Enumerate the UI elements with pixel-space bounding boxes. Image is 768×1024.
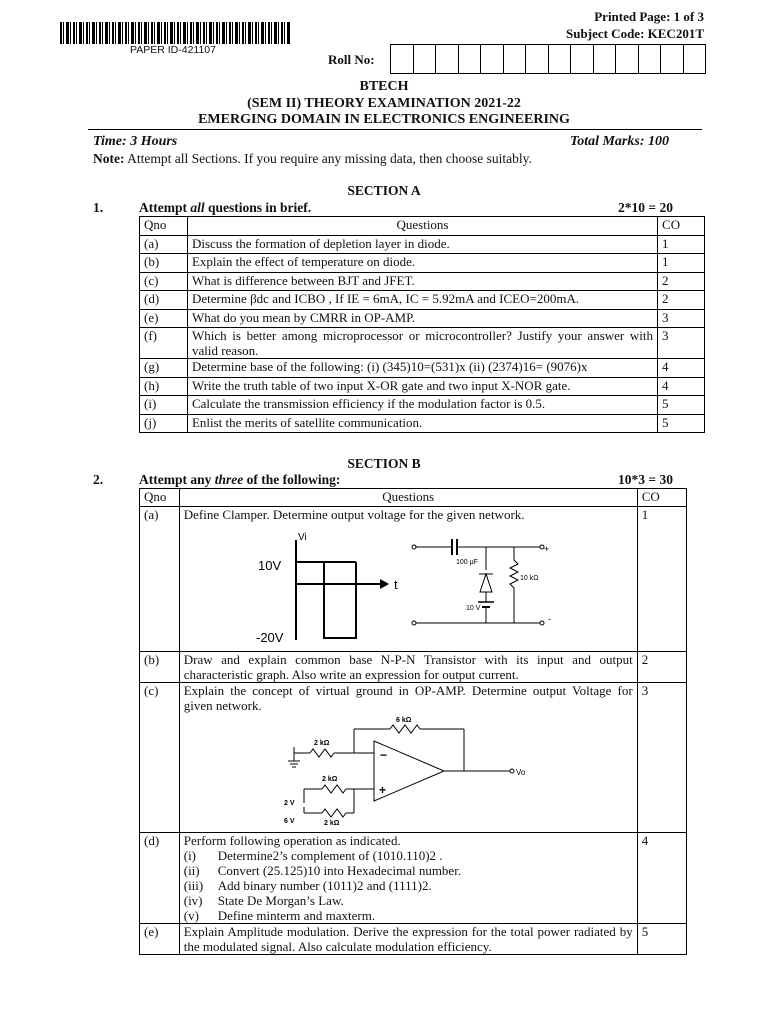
table-row [140,359,705,378]
bat-label: 10 V [465,605,481,612]
table-row [140,507,687,652]
list-item: (v) Define minterm and maxterm. [183,908,376,923]
col-questions: Questions [179,489,637,507]
question-number: 2. [93,472,104,487]
noninverting-sign: + [378,783,386,797]
qno-cell: (b) [140,652,180,683]
qno-cell: (a) [140,507,180,652]
v2-label: 6 V [283,818,295,825]
question-text: Perform following operation as indicated. [183,833,401,848]
list-item: (iv) State De Morgan’s Law. [183,893,344,908]
roll-no-box[interactable] [683,44,707,74]
section-b-marks: 10*3 = 30 [618,472,673,487]
question-text: Explain the concept of virtual ground in OP-AMP. Determine output Voltage for given network. [183,683,633,713]
input-waveform [256,532,398,645]
roll-no-label: Roll No: [328,52,375,67]
table-row [140,235,705,254]
out-plus: + [543,544,549,554]
question-cell: Explain the effect of temperature on diode. [187,254,657,273]
question-cell: Enlist the merits of satellite communication. [187,414,657,433]
question-cell [179,507,637,652]
section-a-instruction [93,200,673,216]
co-cell: 4 [637,833,686,924]
roll-no-box[interactable] [638,44,662,74]
qno-cell: (h) [140,377,188,396]
qno-cell: (d) [140,833,180,924]
col-qno: Qno [140,489,180,507]
qno-cell: (c) [140,683,180,833]
table-row [140,291,705,310]
roll-no-box[interactable] [593,44,617,74]
co-cell: 4 [658,377,705,396]
qno-cell: (i) [140,396,188,415]
section-a-heading: SECTION A [347,183,421,198]
qno-cell: (b) [140,254,188,273]
co-cell: 5 [637,924,686,955]
roll-no-box[interactable] [503,44,527,74]
question-cell: Discuss the formation of depletion layer in diode. [187,235,657,254]
r1-label: 2 kΩ [313,740,330,747]
list-item: (i) Determine2’s complement of (1010.110)2 . [183,848,443,863]
table-row [140,309,705,328]
divider [88,129,702,130]
v1-label: 2 V [283,800,295,807]
qno-cell: (g) [140,359,188,378]
co-cell: 5 [658,414,705,433]
question-cell: What is difference between BJT and JFET. [187,272,657,291]
low-label: -20V [255,630,284,645]
list-item: (iii) Add binary number (1011)2 and (1111)2. [183,878,432,893]
roll-no-box[interactable] [660,44,684,74]
note [93,151,532,167]
table-row [140,652,687,683]
instruction-text: Attempt any three of the following: [139,472,341,487]
printed-page: Printed Page: 1 of 3 [594,9,704,24]
table-row [140,328,705,359]
col-qno: Qno [140,217,188,236]
roll-no-box[interactable] [435,44,459,74]
question-cell [179,833,637,924]
co-cell: 2 [637,652,686,683]
roll-no-boxes[interactable] [391,44,706,74]
table-header-row [140,217,705,236]
qno-cell: (e) [140,309,188,328]
question-cell: Write the truth table of two input X-OR gate and two input X-NOR gate. [187,377,657,396]
section-b-instruction [93,472,673,488]
vi-label: Vi [297,532,307,543]
section-b-heading: SECTION B [347,456,421,471]
co-cell: 3 [637,683,686,833]
degree-title: BTECH [359,79,409,94]
opamp-figure [184,713,632,825]
out-minus: - [547,614,551,624]
table-row [140,924,687,955]
col-co: CO [658,217,705,236]
qno-cell: (f) [140,328,188,359]
qno-cell: (a) [140,235,188,254]
section-b-table [139,488,687,955]
section-a-table [139,216,705,433]
co-cell: 2 [658,291,705,310]
roll-no-box[interactable] [413,44,437,74]
co-cell: 1 [637,507,686,652]
table-row [140,396,705,415]
time-label: Time: 3 Hours [93,134,178,149]
opamp-circuit [288,725,514,817]
table-row [140,254,705,273]
col-co: CO [637,489,686,507]
table-row [140,833,687,924]
roll-no-box[interactable] [390,44,414,74]
table-row [140,377,705,396]
question-cell [179,683,637,833]
note-label: Note: [93,151,125,166]
note-text: Attempt all Sections. If you require any missing data, then choose suitably. [127,151,532,166]
question-cell: Calculate the transmission efficiency if the modulation factor is 0.5. [187,396,657,415]
high-label: 10V [257,558,281,573]
cap-label: 100 μF [455,559,478,566]
rf-label: 6 kΩ [395,717,412,724]
co-cell: 2 [658,272,705,291]
subject-code: Subject Code: KEC201T [566,26,704,41]
barcode [60,22,290,44]
inverting-sign: − [379,748,387,762]
t-label: t [393,577,398,592]
operation-list [184,848,633,923]
r2-label: 2 kΩ [321,776,338,783]
table-header-row [140,489,687,507]
qno-cell: (e) [140,924,180,955]
roll-no-box[interactable] [525,44,549,74]
co-cell: 3 [658,309,705,328]
co-cell: 5 [658,396,705,415]
total-marks: Total Marks: 100 [569,134,669,149]
qno-cell: (d) [140,291,188,310]
section-a-marks: 2*10 = 20 [618,200,673,215]
co-cell: 1 [658,235,705,254]
roll-no-box[interactable] [548,44,572,74]
question-cell: Determine βdc and ICBO , If IE = 6mA, IC = 5.92mA and ICEO=200mA. [187,291,657,310]
paper-id: PAPER ID-421107 [130,44,216,56]
res-label: 10 kΩ [519,575,539,582]
r3-label: 2 kΩ [323,820,340,825]
question-cell: What do you mean by CMRR in OP-AMP. [187,309,657,328]
qno-cell: (c) [140,272,188,291]
time-marks-row [93,134,669,150]
question-cell: Explain Amplitude modulation. Derive the expression for the total power radiated by the modulated signal. Also calculate modulation efficiency. [179,924,637,955]
roll-no-box[interactable] [480,44,504,74]
instruction-text: Attempt all questions in brief. [139,200,312,215]
co-cell: 3 [658,328,705,359]
table-row [140,414,705,433]
roll-no-box[interactable] [615,44,639,74]
table-row [140,272,705,291]
question-cell: Draw and explain common base N-P-N Transistor with its input and output characteristic graph. Also write an expression for output current. [179,652,637,683]
vo-label: Vo [515,768,526,777]
question-text: Define Clamper. Determine output voltage for the given network. [183,507,525,522]
question-cell: Which is better among microprocessor or microcontroller? Justify your answer with valid reason. [187,328,657,359]
exam-title: (SEM II) THEORY EXAMINATION 2021-22 [247,96,521,111]
co-cell: 4 [658,359,705,378]
roll-no-box[interactable] [570,44,594,74]
col-questions: Questions [187,217,657,236]
list-item: (ii) Convert (25.125)10 into Hexadecimal number. [183,863,462,878]
table-row [140,683,687,833]
qno-cell: (j) [140,414,188,433]
roll-no-box[interactable] [458,44,482,74]
subject-title: EMERGING DOMAIN IN ELECTRONICS ENGINEERING [198,112,570,127]
clamper-figure [184,522,632,648]
question-number: 1. [93,200,104,215]
co-cell: 1 [658,254,705,273]
clamper-circuit [412,539,544,625]
question-cell: Determine base of the following: (i) (345)10=(531)x (ii) (2374)16= (9076)x [187,359,657,378]
